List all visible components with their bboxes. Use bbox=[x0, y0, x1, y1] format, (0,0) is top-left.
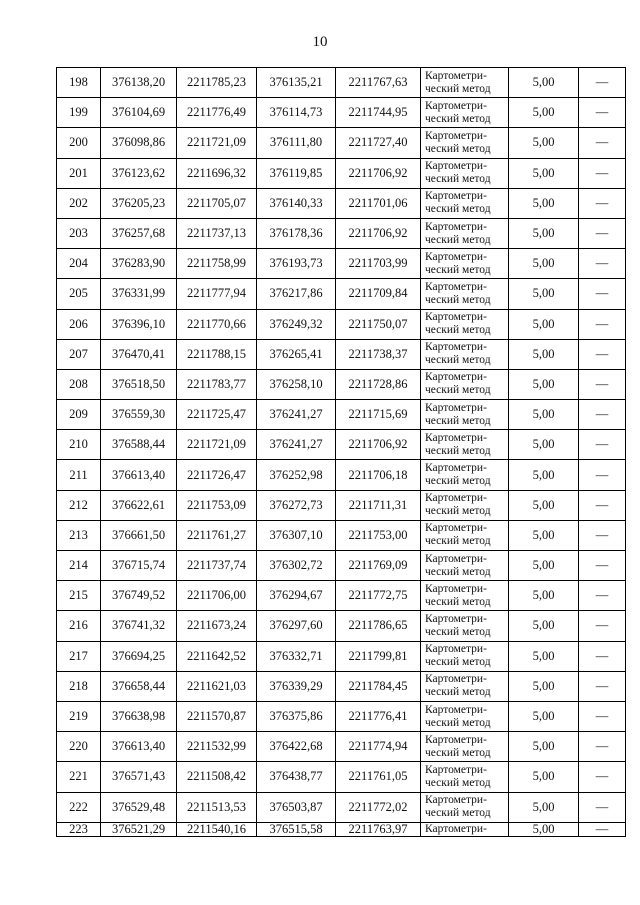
y-coordinate-cell: 2211513,53 bbox=[177, 792, 257, 822]
accuracy-cell: 5,00 bbox=[509, 520, 579, 550]
table-row bbox=[57, 641, 626, 671]
table-row bbox=[57, 128, 626, 158]
note-cell: — bbox=[579, 732, 626, 762]
y-coordinate-cell: 2211706,00 bbox=[177, 581, 257, 611]
x-coordinate-cell: 376588,44 bbox=[101, 430, 177, 460]
point-number-cell: 203 bbox=[57, 218, 101, 248]
x-coordinate-2-cell: 376302,72 bbox=[257, 551, 336, 581]
y-coordinate-cell: 2211705,07 bbox=[177, 188, 257, 218]
y-coordinate-cell: 2211725,47 bbox=[177, 400, 257, 430]
x-coordinate-cell: 376622,61 bbox=[101, 490, 177, 520]
y-coordinate-2-cell: 2211727,40 bbox=[336, 128, 421, 158]
y-coordinate-cell: 2211721,09 bbox=[177, 128, 257, 158]
coordinates-table bbox=[56, 67, 626, 837]
accuracy-cell: 5,00 bbox=[509, 158, 579, 188]
x-coordinate-2-cell: 376515,58 bbox=[257, 822, 336, 836]
determination-method-cell: Картометри- ческий метод bbox=[421, 581, 509, 611]
accuracy-cell: 5,00 bbox=[509, 732, 579, 762]
x-coordinate-2-cell: 376217,86 bbox=[257, 279, 336, 309]
y-coordinate-2-cell: 2211767,63 bbox=[336, 68, 421, 98]
x-coordinate-2-cell: 376258,10 bbox=[257, 369, 336, 399]
accuracy-cell: 5,00 bbox=[509, 430, 579, 460]
x-coordinate-2-cell: 376332,71 bbox=[257, 641, 336, 671]
accuracy-cell: 5,00 bbox=[509, 249, 579, 279]
point-number-cell: 223 bbox=[57, 822, 101, 836]
point-number-cell: 211 bbox=[57, 460, 101, 490]
y-coordinate-cell: 2211737,13 bbox=[177, 218, 257, 248]
x-coordinate-cell: 376658,44 bbox=[101, 671, 177, 701]
y-coordinate-cell: 2211696,32 bbox=[177, 158, 257, 188]
point-number-cell: 210 bbox=[57, 430, 101, 460]
x-coordinate-2-cell: 376241,27 bbox=[257, 400, 336, 430]
note-cell: — bbox=[579, 520, 626, 550]
x-coordinate-cell: 376098,86 bbox=[101, 128, 177, 158]
accuracy-cell: 5,00 bbox=[509, 128, 579, 158]
x-coordinate-cell: 376638,98 bbox=[101, 701, 177, 731]
determination-method-cell: Картометри- ческий метод bbox=[421, 98, 509, 128]
y-coordinate-2-cell: 2211772,75 bbox=[336, 581, 421, 611]
x-coordinate-cell: 376715,74 bbox=[101, 551, 177, 581]
y-coordinate-cell: 2211788,15 bbox=[177, 339, 257, 369]
x-coordinate-2-cell: 376140,33 bbox=[257, 188, 336, 218]
x-coordinate-2-cell: 376178,36 bbox=[257, 218, 336, 248]
x-coordinate-cell: 376396,10 bbox=[101, 309, 177, 339]
y-coordinate-2-cell: 2211763,97 bbox=[336, 822, 421, 836]
accuracy-cell: 5,00 bbox=[509, 68, 579, 98]
y-coordinate-2-cell: 2211776,41 bbox=[336, 701, 421, 731]
determination-method-cell: Картометри- ческий метод bbox=[421, 641, 509, 671]
table-row bbox=[57, 671, 626, 701]
y-coordinate-2-cell: 2211784,45 bbox=[336, 671, 421, 701]
y-coordinate-cell: 2211540,16 bbox=[177, 822, 257, 836]
point-number-cell: 208 bbox=[57, 369, 101, 399]
determination-method-cell: Картометри- ческий метод bbox=[421, 339, 509, 369]
x-coordinate-2-cell: 376265,41 bbox=[257, 339, 336, 369]
x-coordinate-2-cell: 376438,77 bbox=[257, 762, 336, 792]
y-coordinate-2-cell: 2211701,06 bbox=[336, 188, 421, 218]
table-row bbox=[57, 68, 626, 98]
note-cell: — bbox=[579, 400, 626, 430]
accuracy-cell: 5,00 bbox=[509, 551, 579, 581]
y-coordinate-2-cell: 2211761,05 bbox=[336, 762, 421, 792]
table-row bbox=[57, 611, 626, 641]
table-row bbox=[57, 249, 626, 279]
table-row bbox=[57, 279, 626, 309]
point-number-cell: 205 bbox=[57, 279, 101, 309]
table-row bbox=[57, 551, 626, 581]
note-cell: — bbox=[579, 460, 626, 490]
table-row bbox=[57, 98, 626, 128]
table-row bbox=[57, 188, 626, 218]
y-coordinate-2-cell: 2211769,09 bbox=[336, 551, 421, 581]
y-coordinate-2-cell: 2211738,37 bbox=[336, 339, 421, 369]
x-coordinate-cell: 376749,52 bbox=[101, 581, 177, 611]
accuracy-cell: 5,00 bbox=[509, 369, 579, 399]
y-coordinate-cell: 2211785,23 bbox=[177, 68, 257, 98]
note-cell: — bbox=[579, 158, 626, 188]
accuracy-cell: 5,00 bbox=[509, 762, 579, 792]
y-coordinate-2-cell: 2211786,65 bbox=[336, 611, 421, 641]
note-cell: — bbox=[579, 279, 626, 309]
note-cell: — bbox=[579, 309, 626, 339]
accuracy-cell: 5,00 bbox=[509, 581, 579, 611]
x-coordinate-cell: 376571,43 bbox=[101, 762, 177, 792]
x-coordinate-2-cell: 376294,67 bbox=[257, 581, 336, 611]
determination-method-cell: Картометри- ческий метод bbox=[421, 732, 509, 762]
accuracy-cell: 5,00 bbox=[509, 98, 579, 128]
x-coordinate-cell: 376559,30 bbox=[101, 400, 177, 430]
determination-method-cell: Картометри- ческий метод bbox=[421, 701, 509, 731]
point-number-cell: 218 bbox=[57, 671, 101, 701]
y-coordinate-cell: 2211621,03 bbox=[177, 671, 257, 701]
y-coordinate-cell: 2211776,49 bbox=[177, 98, 257, 128]
accuracy-cell: 5,00 bbox=[509, 822, 579, 836]
y-coordinate-2-cell: 2211750,07 bbox=[336, 309, 421, 339]
determination-method-cell: Картометри- ческий метод bbox=[421, 68, 509, 98]
x-coordinate-cell: 376521,29 bbox=[101, 822, 177, 836]
table-row bbox=[57, 158, 626, 188]
determination-method-cell: Картометри- ческий метод bbox=[421, 400, 509, 430]
y-coordinate-2-cell: 2211772,02 bbox=[336, 792, 421, 822]
point-number-cell: 217 bbox=[57, 641, 101, 671]
y-coordinate-2-cell: 2211744,95 bbox=[336, 98, 421, 128]
x-coordinate-cell: 376661,50 bbox=[101, 520, 177, 550]
table-row bbox=[57, 369, 626, 399]
note-cell: — bbox=[579, 188, 626, 218]
accuracy-cell: 5,00 bbox=[509, 339, 579, 369]
table-row bbox=[57, 762, 626, 792]
note-cell: — bbox=[579, 762, 626, 792]
point-number-cell: 222 bbox=[57, 792, 101, 822]
table-row bbox=[57, 218, 626, 248]
accuracy-cell: 5,00 bbox=[509, 400, 579, 430]
point-number-cell: 207 bbox=[57, 339, 101, 369]
x-coordinate-2-cell: 376339,29 bbox=[257, 671, 336, 701]
point-number-cell: 221 bbox=[57, 762, 101, 792]
point-number-cell: 204 bbox=[57, 249, 101, 279]
y-coordinate-2-cell: 2211774,94 bbox=[336, 732, 421, 762]
x-coordinate-2-cell: 376307,10 bbox=[257, 520, 336, 550]
accuracy-cell: 5,00 bbox=[509, 218, 579, 248]
x-coordinate-2-cell: 376297,60 bbox=[257, 611, 336, 641]
determination-method-cell: Картометри- ческий метод bbox=[421, 460, 509, 490]
note-cell: — bbox=[579, 611, 626, 641]
y-coordinate-2-cell: 2211703,99 bbox=[336, 249, 421, 279]
y-coordinate-cell: 2211726,47 bbox=[177, 460, 257, 490]
y-coordinate-2-cell: 2211706,92 bbox=[336, 158, 421, 188]
point-number-cell: 200 bbox=[57, 128, 101, 158]
determination-method-cell: Картометри- ческий метод bbox=[421, 128, 509, 158]
y-coordinate-cell: 2211570,87 bbox=[177, 701, 257, 731]
x-coordinate-cell: 376613,40 bbox=[101, 460, 177, 490]
x-coordinate-cell: 376529,48 bbox=[101, 792, 177, 822]
table-body bbox=[57, 68, 626, 837]
note-cell: — bbox=[579, 671, 626, 701]
x-coordinate-2-cell: 376375,86 bbox=[257, 701, 336, 731]
x-coordinate-cell: 376123,62 bbox=[101, 158, 177, 188]
x-coordinate-2-cell: 376503,87 bbox=[257, 792, 336, 822]
note-cell: — bbox=[579, 792, 626, 822]
note-cell: — bbox=[579, 430, 626, 460]
determination-method-cell: Картометри- ческий метод bbox=[421, 671, 509, 701]
x-coordinate-cell: 376518,50 bbox=[101, 369, 177, 399]
y-coordinate-2-cell: 2211706,92 bbox=[336, 218, 421, 248]
y-coordinate-cell: 2211532,99 bbox=[177, 732, 257, 762]
table-row bbox=[57, 339, 626, 369]
y-coordinate-2-cell: 2211706,92 bbox=[336, 430, 421, 460]
note-cell: — bbox=[579, 551, 626, 581]
y-coordinate-cell: 2211783,77 bbox=[177, 369, 257, 399]
accuracy-cell: 5,00 bbox=[509, 309, 579, 339]
table-row bbox=[57, 460, 626, 490]
note-cell: — bbox=[579, 98, 626, 128]
determination-method-cell: Картометри- ческий метод bbox=[421, 551, 509, 581]
x-coordinate-2-cell: 376119,85 bbox=[257, 158, 336, 188]
point-number-cell: 212 bbox=[57, 490, 101, 520]
note-cell: — bbox=[579, 641, 626, 671]
determination-method-cell: Картометри- ческий метод bbox=[421, 188, 509, 218]
x-coordinate-2-cell: 376272,73 bbox=[257, 490, 336, 520]
accuracy-cell: 5,00 bbox=[509, 188, 579, 218]
note-cell: — bbox=[579, 822, 626, 836]
y-coordinate-2-cell: 2211799,81 bbox=[336, 641, 421, 671]
note-cell: — bbox=[579, 490, 626, 520]
y-coordinate-2-cell: 2211753,00 bbox=[336, 520, 421, 550]
table-row bbox=[57, 701, 626, 731]
point-number-cell: 215 bbox=[57, 581, 101, 611]
point-number-cell: 206 bbox=[57, 309, 101, 339]
x-coordinate-2-cell: 376249,32 bbox=[257, 309, 336, 339]
accuracy-cell: 5,00 bbox=[509, 490, 579, 520]
x-coordinate-2-cell: 376193,73 bbox=[257, 249, 336, 279]
y-coordinate-cell: 2211673,24 bbox=[177, 611, 257, 641]
determination-method-cell: Картометри- ческий метод bbox=[421, 520, 509, 550]
table-row bbox=[57, 490, 626, 520]
accuracy-cell: 5,00 bbox=[509, 611, 579, 641]
point-number-cell: 198 bbox=[57, 68, 101, 98]
y-coordinate-2-cell: 2211728,86 bbox=[336, 369, 421, 399]
note-cell: — bbox=[579, 369, 626, 399]
x-coordinate-cell: 376205,23 bbox=[101, 188, 177, 218]
note-cell: — bbox=[579, 128, 626, 158]
y-coordinate-cell: 2211642,52 bbox=[177, 641, 257, 671]
y-coordinate-cell: 2211761,27 bbox=[177, 520, 257, 550]
determination-method-cell: Картометри- ческий метод bbox=[421, 430, 509, 460]
y-coordinate-2-cell: 2211711,31 bbox=[336, 490, 421, 520]
y-coordinate-cell: 2211777,94 bbox=[177, 279, 257, 309]
x-coordinate-2-cell: 376111,80 bbox=[257, 128, 336, 158]
x-coordinate-cell: 376694,25 bbox=[101, 641, 177, 671]
accuracy-cell: 5,00 bbox=[509, 792, 579, 822]
determination-method-cell: Картометри- ческий метод bbox=[421, 792, 509, 822]
determination-method-cell: Картометри- ческий метод bbox=[421, 309, 509, 339]
y-coordinate-cell: 2211508,42 bbox=[177, 762, 257, 792]
note-cell: — bbox=[579, 68, 626, 98]
x-coordinate-cell: 376331,99 bbox=[101, 279, 177, 309]
y-coordinate-2-cell: 2211715,69 bbox=[336, 400, 421, 430]
x-coordinate-cell: 376283,90 bbox=[101, 249, 177, 279]
determination-method-cell: Картометри- ческий метод bbox=[421, 158, 509, 188]
y-coordinate-2-cell: 2211706,18 bbox=[336, 460, 421, 490]
x-coordinate-2-cell: 376252,98 bbox=[257, 460, 336, 490]
note-cell: — bbox=[579, 249, 626, 279]
page-number: 10 bbox=[312, 34, 328, 50]
y-coordinate-cell: 2211753,09 bbox=[177, 490, 257, 520]
table-row bbox=[57, 430, 626, 460]
point-number-cell: 202 bbox=[57, 188, 101, 218]
point-number-cell: 209 bbox=[57, 400, 101, 430]
point-number-cell: 199 bbox=[57, 98, 101, 128]
table-row bbox=[57, 792, 626, 822]
determination-method-cell: Картометри- ческий метод bbox=[421, 249, 509, 279]
determination-method-cell: Картометри- ческий метод bbox=[421, 762, 509, 792]
determination-method-cell: Картометри- ческий метод bbox=[421, 369, 509, 399]
accuracy-cell: 5,00 bbox=[509, 671, 579, 701]
determination-method-cell: Картометри- ческий метод bbox=[421, 611, 509, 641]
y-coordinate-cell: 2211770,66 bbox=[177, 309, 257, 339]
table-row bbox=[57, 732, 626, 762]
note-cell: — bbox=[579, 701, 626, 731]
accuracy-cell: 5,00 bbox=[509, 279, 579, 309]
x-coordinate-2-cell: 376114,73 bbox=[257, 98, 336, 128]
accuracy-cell: 5,00 bbox=[509, 641, 579, 671]
point-number-cell: 201 bbox=[57, 158, 101, 188]
accuracy-cell: 5,00 bbox=[509, 460, 579, 490]
note-cell: — bbox=[579, 339, 626, 369]
y-coordinate-2-cell: 2211709,84 bbox=[336, 279, 421, 309]
table-row bbox=[57, 400, 626, 430]
determination-method-cell: Картометри- ческий метод bbox=[421, 279, 509, 309]
table-row bbox=[57, 822, 626, 836]
y-coordinate-cell: 2211721,09 bbox=[177, 430, 257, 460]
point-number-cell: 219 bbox=[57, 701, 101, 731]
y-coordinate-cell: 2211737,74 bbox=[177, 551, 257, 581]
determination-method-cell: Картометри- ческий метод bbox=[421, 218, 509, 248]
determination-method-cell: Картометри- bbox=[421, 822, 509, 836]
accuracy-cell: 5,00 bbox=[509, 701, 579, 731]
point-number-cell: 216 bbox=[57, 611, 101, 641]
x-coordinate-2-cell: 376135,21 bbox=[257, 68, 336, 98]
determination-method-cell: Картометри- ческий метод bbox=[421, 490, 509, 520]
x-coordinate-2-cell: 376422,68 bbox=[257, 732, 336, 762]
x-coordinate-cell: 376104,69 bbox=[101, 98, 177, 128]
x-coordinate-cell: 376470,41 bbox=[101, 339, 177, 369]
note-cell: — bbox=[579, 218, 626, 248]
x-coordinate-2-cell: 376241,27 bbox=[257, 430, 336, 460]
note-cell: — bbox=[579, 581, 626, 611]
x-coordinate-cell: 376257,68 bbox=[101, 218, 177, 248]
x-coordinate-cell: 376613,40 bbox=[101, 732, 177, 762]
table-row bbox=[57, 309, 626, 339]
table-row bbox=[57, 520, 626, 550]
x-coordinate-cell: 376138,20 bbox=[101, 68, 177, 98]
point-number-cell: 220 bbox=[57, 732, 101, 762]
x-coordinate-cell: 376741,32 bbox=[101, 611, 177, 641]
point-number-cell: 214 bbox=[57, 551, 101, 581]
point-number-cell: 213 bbox=[57, 520, 101, 550]
y-coordinate-cell: 2211758,99 bbox=[177, 249, 257, 279]
table-row bbox=[57, 581, 626, 611]
